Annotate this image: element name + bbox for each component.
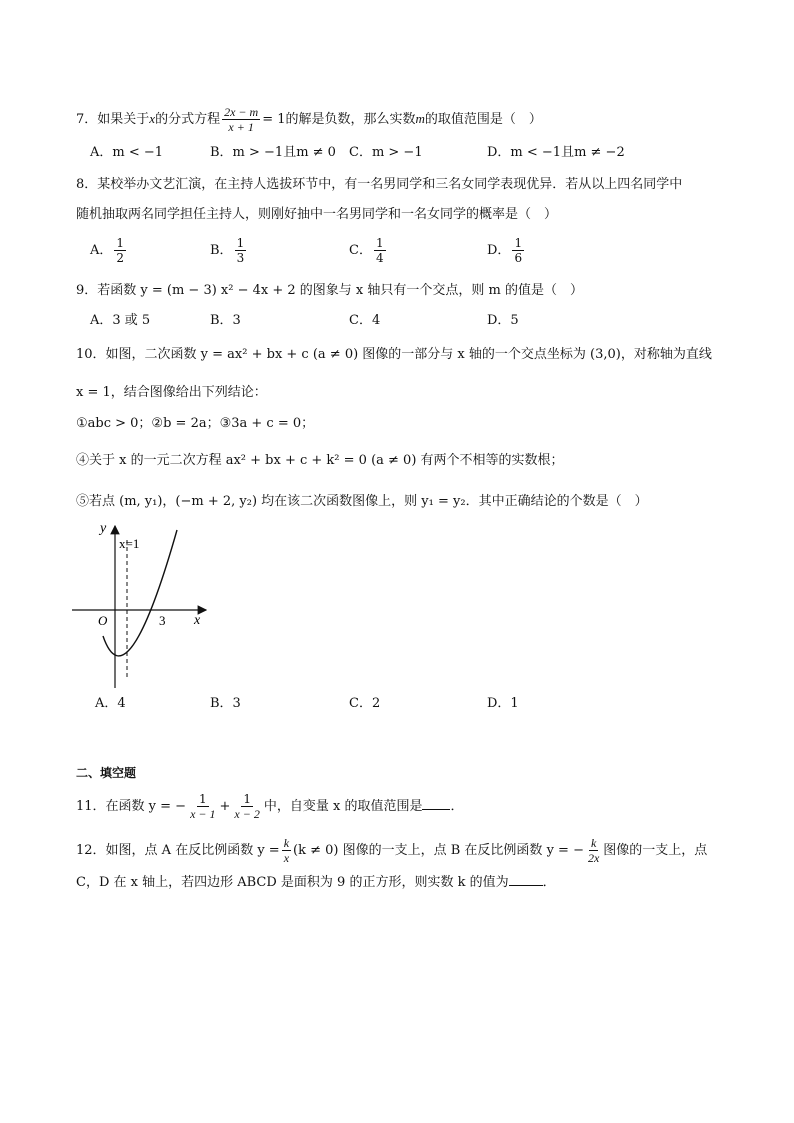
q7-frac-den: x + 1 (228, 120, 254, 134)
q7-option-a[interactable]: A．m < −1 (90, 145, 164, 160)
q10-option-a[interactable]: A．4 (95, 696, 126, 711)
q9-text: 9．若函数 y = (m − 3) x² − 4x + 2 的图象与 x 轴只有一个交点，则 m 的值是（ ） (76, 283, 583, 298)
section-title: 二、填空题 (76, 766, 137, 780)
y-axis-label: y (100, 521, 107, 536)
q12-f2-num: k (590, 836, 597, 850)
q8-d-den: 6 (514, 251, 523, 265)
q10-line-2: x = 1，结合图像给出下列结论： (76, 385, 267, 400)
q7-post: 的解是负数，那么实数 (285, 112, 416, 127)
q12-fraction-1 (282, 836, 291, 865)
q11-fraction-1 (188, 792, 217, 821)
q12-fraction-2 (586, 836, 601, 865)
q8-option-a[interactable] (90, 236, 128, 265)
q8-b-den: 3 (236, 251, 245, 265)
q10-option-b[interactable]: B．3 (210, 696, 241, 711)
q10-line-3: ①abc > 0；②b = 2a；③3a + c = 0； (76, 416, 315, 431)
q12-answer-blank[interactable] (509, 873, 543, 886)
parabola-curve (103, 530, 177, 656)
root-label: 3 (159, 613, 166, 628)
q11-end: ． (450, 799, 464, 814)
q8-a-den: 2 (116, 251, 125, 265)
question-7 (76, 105, 542, 134)
q8-option-b-label: B． (210, 243, 233, 258)
q11-post: 中，自变量 x 的取值范围是 (263, 799, 423, 814)
q8-option-c[interactable] (349, 236, 388, 265)
q12-post: 图像的一支上，点 (603, 843, 708, 858)
q8-d-num: 1 (514, 236, 523, 250)
q10-line-5: ⑤若点 (m, y₁)，(−m + 2, y₂) 均在该二次函数图像上，则 y₁ = y₂．其中正确结论的个数是（ ） (76, 494, 648, 509)
q7-frac-num: 2x − m (224, 105, 259, 119)
q12-end: ． (542, 875, 556, 890)
q12-f2-den: 2x (587, 851, 600, 865)
q7-mid: 的分式方程 (155, 112, 221, 127)
question-11 (76, 792, 463, 821)
q8-line-2: 随机抽取两名同学担任主持人，则刚好抽中一名男同学和一名女同学的概率是（ ） (76, 207, 558, 222)
q8-option-b[interactable] (210, 236, 248, 265)
q7-eq: = 1 (262, 112, 286, 127)
q11-f2-num: 1 (243, 792, 251, 806)
q7-pre: 如果关于 (97, 112, 150, 127)
q7-number: 7． (76, 112, 98, 127)
q8-option-c-fraction (374, 236, 386, 265)
q9-option-b[interactable]: B．3 (210, 313, 241, 328)
q7-tail: 的取值范围是（ ） (424, 112, 542, 127)
q11-fraction-2 (232, 792, 261, 821)
q8-c-num: 1 (375, 236, 384, 250)
q12-pre: 12．如图，点 A 在反比例函数 y = (76, 843, 280, 858)
q7-fraction (222, 105, 260, 134)
q10-option-d[interactable]: D．1 (487, 696, 519, 711)
q7-var-m: m (415, 111, 425, 126)
q8-a-num: 1 (116, 236, 125, 250)
q12-mid: (k ≠ 0) 图像的一支上，点 B 在反比例函数 y = − (293, 843, 584, 858)
q7-var-x: x (149, 111, 156, 126)
q8-option-d[interactable] (487, 236, 526, 265)
q7-option-b[interactable]: B．m > −1且m ≠ 0 (210, 145, 336, 160)
q8-c-den: 4 (375, 251, 384, 265)
q9-option-a[interactable]: A．3 或 5 (90, 313, 151, 328)
parabola-graph (66, 518, 216, 693)
q9-option-d[interactable]: D．5 (487, 313, 519, 328)
q12-f1-num: k (283, 836, 290, 850)
q8-option-b-fraction (235, 236, 247, 265)
q8-option-d-fraction (512, 236, 524, 265)
q12-f1-den: x (283, 851, 290, 865)
q10-line-4: ④关于 x 的一元二次方程 ax² + bx + c + k² = 0 (a ≠ 0) 有两个不相等的实数根； (76, 453, 564, 468)
q10-option-c[interactable]: C．2 (349, 696, 381, 711)
x-axis-label: x (194, 613, 201, 628)
q8-line-1: 8．某校举办文艺汇演，在主持人选拔环节中，有一名男同学和三名女同学表现优异．若从以上四名同学中 (76, 177, 683, 192)
q8-option-c-label: C． (349, 243, 372, 258)
q9-option-c[interactable]: C．4 (349, 313, 381, 328)
symmetry-axis-label: x=1 (119, 536, 140, 551)
q11-f1-num: 1 (198, 792, 207, 806)
question-12-line-2 (76, 873, 556, 893)
q7-option-c[interactable]: C．m > −1 (349, 145, 423, 160)
q8-b-num: 1 (236, 236, 245, 250)
question-12-line-1 (76, 836, 707, 865)
q11-f1-den: x − 1 (190, 807, 216, 821)
q8-option-a-fraction (114, 236, 126, 265)
q8-option-a-label: A． (90, 243, 113, 258)
q11-f2-den: x − 2 (234, 807, 260, 821)
q10-line-1: 10．如图，二次函数 y = ax² + bx + c (a ≠ 0) 图像的一部分与 x 轴的一个交点坐标为 (3,0)，对称轴为直线 (76, 347, 712, 362)
q11-pre: 11．在函数 y = − (76, 799, 187, 814)
q8-option-d-label: D． (487, 243, 511, 258)
origin-label: O (98, 613, 108, 628)
q12-line2: C，D 在 x 轴上，若四边形 ABCD 是面积为 9 的正方形，则实数 k 的值为 (76, 875, 509, 890)
q11-plus: + (219, 799, 231, 814)
q11-answer-blank[interactable] (422, 797, 450, 810)
q7-option-d[interactable]: D．m < −1且m ≠ −2 (487, 145, 625, 160)
